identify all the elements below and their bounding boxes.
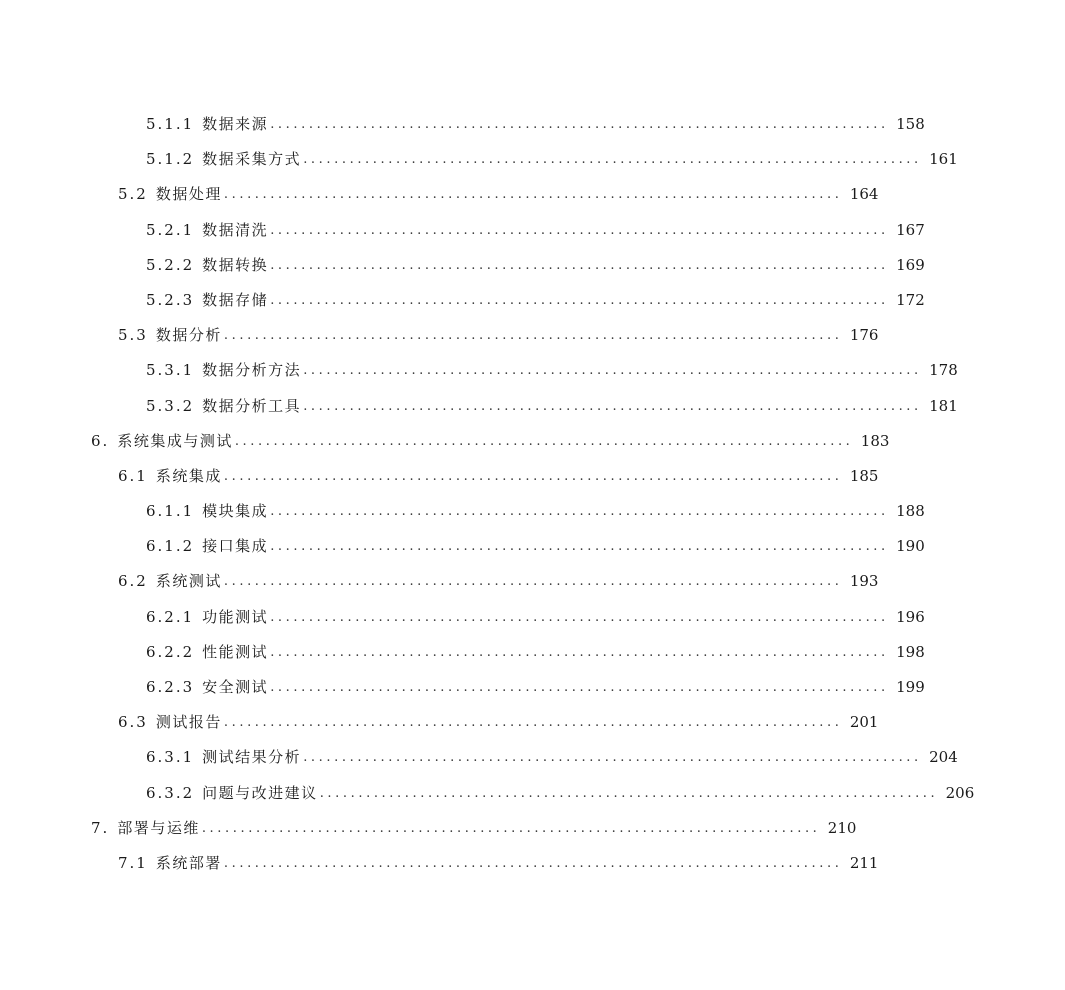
toc-entry[interactable] — [0, 213, 925, 248]
toc-dot-leader: ................................................................................ — [303, 363, 922, 379]
toc-entry-heading — [146, 529, 268, 564]
toc-entry-title: 模块集成 — [202, 502, 269, 521]
toc-entry-heading — [91, 811, 200, 846]
toc-entry-title: 数据来源 — [202, 115, 269, 133]
toc-entry-heading — [146, 213, 268, 248]
toc-entry-title: 数据分析工具 — [202, 396, 302, 415]
toc-entry-title: 测试报告 — [155, 713, 222, 732]
toc-entry-heading — [118, 564, 222, 599]
toc-entry-number: 5.2.3 — [146, 290, 195, 309]
toc-entry-title: 数据采集方式 — [202, 150, 302, 169]
toc-entry[interactable] — [0, 494, 925, 529]
toc-entry-number: 5.1.2 — [146, 150, 195, 169]
toc-entry[interactable] — [0, 600, 925, 635]
toc-entry[interactable] — [0, 318, 879, 353]
toc-entry-number: 6.3 — [118, 713, 148, 732]
toc-entry-heading — [118, 459, 222, 494]
toc-entry-number: 6.2.3 — [146, 678, 195, 696]
toc-entry[interactable] — [0, 248, 925, 283]
toc-entry-number: 6. — [91, 431, 110, 450]
toc-entry-title: 数据存储 — [202, 290, 269, 309]
toc-entry[interactable] — [0, 529, 925, 564]
toc-entry-heading — [118, 846, 222, 881]
toc-entry[interactable] — [0, 811, 857, 846]
toc-entry-number: 5.2.2 — [146, 255, 195, 274]
toc-entry-heading — [118, 177, 222, 212]
toc-dot-leader: ................................................................................ — [223, 855, 843, 871]
toc-entry-page-number: 206 — [945, 783, 975, 802]
toc-entry-heading — [91, 424, 233, 459]
toc-entry-title: 数据处理 — [155, 185, 222, 204]
toc-entry-title: 数据转换 — [202, 255, 269, 274]
toc-entry-title: 功能测试 — [202, 607, 269, 626]
toc-entry-page-number: 201 — [849, 713, 879, 732]
toc-dot-leader: ................................................................................ — [223, 715, 843, 731]
toc-entry-heading — [146, 635, 268, 670]
toc-entry-page-number: 183 — [860, 431, 890, 450]
toc-entry[interactable] — [0, 389, 958, 424]
toc-entry-page-number: 196 — [896, 607, 925, 626]
toc-entry-title: 系统集成 — [155, 466, 222, 485]
toc-entry-heading — [118, 318, 222, 353]
toc-entry-title: 系统部署 — [155, 853, 222, 872]
toc-entry-title: 性能测试 — [202, 642, 269, 661]
toc-entry-number: 6.3.2 — [146, 783, 195, 802]
toc-entry-number: 6.1 — [118, 466, 148, 485]
toc-entry-page-number: 169 — [896, 255, 925, 274]
toc-entry-number: 5.1.1 — [146, 115, 195, 133]
toc-dot-leader: ................................................................................ — [270, 117, 889, 132]
toc-entry-number: 5.3.1 — [146, 361, 195, 380]
toc-entry-number: 7. — [91, 818, 110, 837]
toc-dot-leader: ................................................................................ — [270, 292, 889, 308]
toc-entry-heading — [146, 776, 318, 811]
toc-entry-heading — [146, 494, 268, 529]
toc-entry-number: 5.2 — [118, 185, 148, 204]
toc-entry-page-number: 190 — [896, 537, 925, 556]
toc-dot-leader: ................................................................................ — [270, 257, 889, 273]
toc-entry-page-number: 193 — [849, 572, 879, 591]
toc-entry[interactable] — [0, 283, 925, 318]
toc-entry-number: 5.2.1 — [146, 220, 195, 239]
toc-dot-leader: ................................................................................ — [319, 785, 939, 801]
toc-entry-title: 问题与改进建议 — [202, 783, 318, 802]
toc-dot-leader: ................................................................................ — [201, 820, 821, 836]
toc-entry-page-number: 211 — [849, 853, 879, 872]
toc-entry-page-number: 167 — [896, 220, 925, 239]
toc-entry[interactable] — [0, 353, 958, 388]
toc-entry[interactable] — [0, 142, 958, 177]
toc-entry-page-number: 176 — [849, 326, 879, 345]
toc-entry-title: 数据清洗 — [202, 220, 269, 239]
toc-entry-page-number: 178 — [929, 361, 958, 380]
toc-entry-title: 数据分析 — [155, 326, 222, 345]
toc-dot-leader: ................................................................................ — [270, 504, 889, 520]
toc-entry-page-number: 181 — [929, 396, 958, 415]
toc-entry[interactable] — [0, 424, 890, 459]
toc-entry-page-number: 210 — [827, 818, 857, 837]
toc-dot-leader: ................................................................................ — [270, 539, 889, 555]
toc-entry-title: 系统集成与测试 — [117, 431, 233, 450]
toc-entry-page-number: 185 — [849, 466, 879, 485]
toc-entry-heading — [146, 389, 301, 424]
toc-entry[interactable] — [0, 459, 879, 494]
toc-entry-number: 6.2.1 — [146, 607, 195, 626]
toc-entry-number: 6.2.2 — [146, 642, 195, 661]
toc-entry[interactable] — [0, 177, 879, 212]
toc-dot-leader: ................................................................................ — [223, 328, 843, 344]
toc-entry[interactable] — [0, 670, 925, 705]
toc-entry-title: 数据分析方法 — [202, 361, 302, 380]
toc-entry-page-number: 161 — [929, 150, 958, 169]
toc-entry[interactable] — [0, 776, 975, 811]
toc-entry-heading — [146, 248, 268, 283]
toc-entry-title: 测试结果分析 — [202, 748, 302, 767]
toc-entry-title: 接口集成 — [202, 537, 269, 556]
toc-entry-heading — [146, 283, 268, 318]
toc-entry[interactable] — [0, 705, 879, 740]
toc-dot-leader: ................................................................................ — [270, 680, 889, 695]
toc-dot-leader: ................................................................................ — [223, 187, 843, 203]
toc-entry-page-number: 172 — [896, 290, 925, 309]
toc-entry-page-number: 188 — [896, 502, 925, 521]
toc-entry[interactable] — [0, 107, 925, 142]
toc-entry-number: 5.3 — [118, 326, 148, 345]
toc-dot-leader: ................................................................................ — [234, 433, 854, 449]
toc-entry[interactable] — [0, 564, 879, 599]
toc-dot-leader: ................................................................................ — [303, 750, 922, 766]
toc-entry-number: 5.3.2 — [146, 396, 195, 415]
toc-dot-leader: ................................................................................ — [270, 222, 889, 238]
toc-entry[interactable] — [0, 740, 958, 775]
toc-entry-heading — [146, 142, 301, 177]
toc-entry-page-number: 164 — [849, 185, 879, 204]
toc-entry-page-number: 198 — [896, 642, 925, 661]
toc-dot-leader: ................................................................................ — [303, 398, 922, 414]
toc-entry-heading — [146, 740, 301, 775]
toc-entry-number: 7.1 — [118, 853, 148, 872]
toc-entry-page-number: 199 — [896, 678, 925, 696]
toc-entry-number: 6.3.1 — [146, 748, 195, 767]
toc-entry-heading — [146, 107, 268, 142]
toc-entry-title: 部署与运维 — [117, 818, 200, 837]
toc-entry-heading — [146, 670, 268, 705]
toc-entry-number: 6.1.1 — [146, 502, 195, 521]
toc-entry-number: 6.1.2 — [146, 537, 195, 556]
toc-dot-leader: ................................................................................ — [223, 468, 843, 484]
toc-entry-page-number: 204 — [929, 748, 958, 767]
toc-dot-leader: ................................................................................ — [223, 574, 843, 590]
toc-entry-heading — [118, 705, 222, 740]
toc-entry-heading — [146, 600, 268, 635]
toc-entry-heading — [146, 353, 301, 388]
toc-entry[interactable] — [0, 846, 879, 881]
toc-entry-page-number: 158 — [896, 115, 925, 133]
toc-entry-title: 系统测试 — [155, 572, 222, 591]
toc-entry-number: 6.2 — [118, 572, 148, 591]
toc-entry-title: 安全测试 — [202, 678, 269, 696]
toc-dot-leader: ................................................................................ — [270, 609, 889, 625]
toc-dot-leader: ................................................................................ — [303, 152, 922, 168]
toc-dot-leader: ................................................................................ — [270, 644, 889, 660]
toc-entry[interactable] — [0, 635, 925, 670]
table-of-contents — [0, 107, 975, 881]
